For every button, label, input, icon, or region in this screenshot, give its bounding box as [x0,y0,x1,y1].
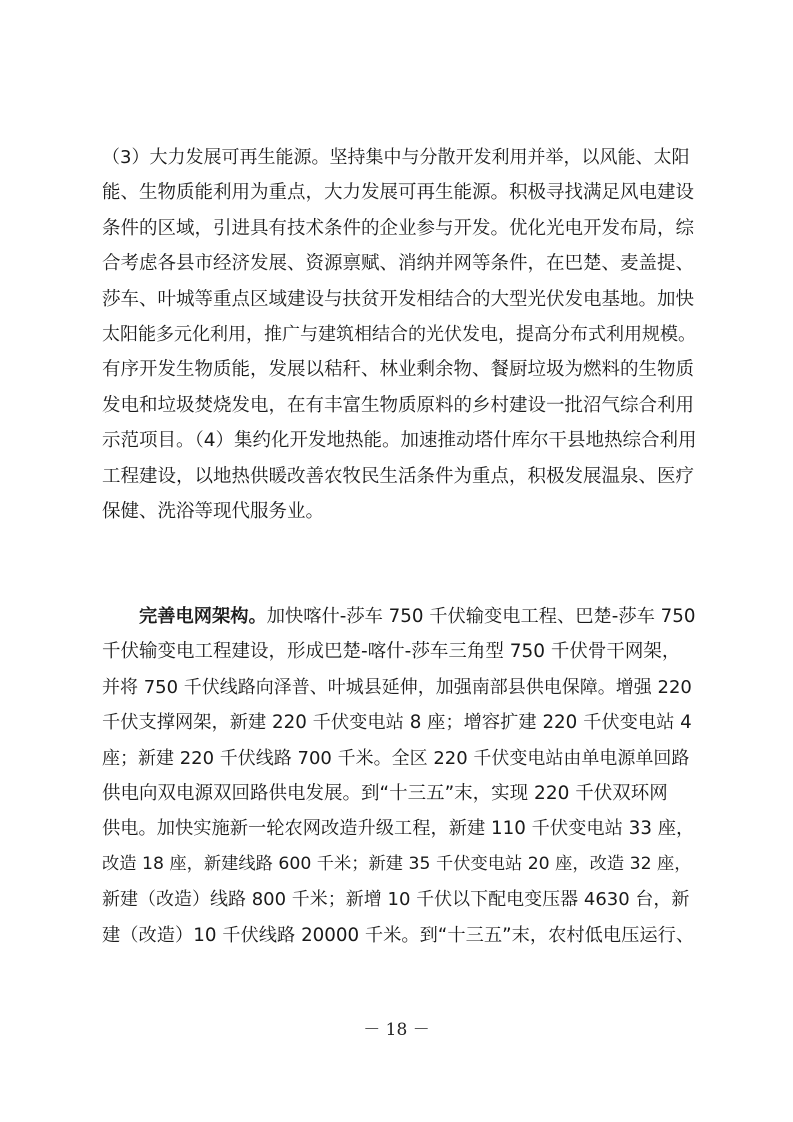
text-line: 供电。加快实施新一轮农网改造升级工程，新建 110 千伏变电站 33 座， [102,818,695,840]
text-line: 千伏输变电工程建设，形成巴楚-喀什-莎车三角型 750 千伏骨干网架， [102,641,681,663]
text-line: 有序开发生物质能，发展以秸秆、林业剩余物、餐厨垃圾为燃料的生物质 [102,359,695,381]
text-line-first [102,599,697,634]
text-line: 新建（改造）线路 800 千米；新增 10 千伏以下配电变压器 4630 台，新 [102,889,690,911]
text-line: 发电和垃圾焚烧发电，在有丰富生物质原料的乡村建设一批沼气综合利用 [102,394,695,416]
text-line: （3）大力发展可再生能源。坚持集中与分散开发利用并举，以风能、太阳 [102,147,690,168]
paragraph-renewable-energy [102,140,697,529]
text-line: 改造 18 座，新建线路 600 千米；新建 35 千伏变电站 20 座，改造 32 座， [102,853,692,874]
paragraph-lead-heading: 完善电网架构。 [139,606,267,627]
text-line: 莎车、叶城等重点区域建设与扶贫开发相结合的大型光伏发电基地。加快 [102,288,695,310]
text-line: 并将 750 千伏线路向泽普、叶城县延伸，加强南部县供电保障。增强 220 [102,676,692,698]
text-line: 太阳能多元化利用，推广与建筑相结合的光伏发电，提高分布式利用规模。 [102,323,696,345]
text-line: 供电向双电源双回路供电发展。到“十三五”末，实现 220 千伏双环网 [102,782,668,804]
text-line: 能、生物质能利用为重点，大力发展可再生能源。积极寻找满足风电建设 [102,182,695,204]
paragraph-grid-structure [102,599,697,953]
page-number: － 18 － [363,1020,430,1040]
text-line: 合考虑各县市经济发展、资源禀赋、消纳并网等条件，在巴楚、麦盖提、 [102,253,695,275]
text-line: 示范项目。（4）集约化开发地热能。加速推动塔什库尔干县地热综合利用 [102,430,697,452]
text-line: 建（改造）10 千伏线路 20000 千米。到“十三五”末，农村低电压运行、 [102,924,695,946]
text-line-continuation: 加快喀什-莎车 750 千伏输变电工程、巴楚-莎车 750 [266,606,696,627]
text-line: 千伏支撑网架，新建 220 千伏变电站 8 座；增容扩建 220 千伏变电站 4 [102,712,692,734]
text-line: 工程建设，以地热供暖改善农牧民生活条件为重点，积极发展温泉、医疗 [102,465,695,487]
text-line: 座；新建 220 千伏线路 700 千米。全区 220 千伏变电站由单电源单回路 [102,747,690,769]
text-line: 条件的区域，引进具有技术条件的企业参与开发。优化光电开发布局，综 [102,217,695,239]
text-line: 保健、洗浴等现代服务业。 [102,500,325,522]
